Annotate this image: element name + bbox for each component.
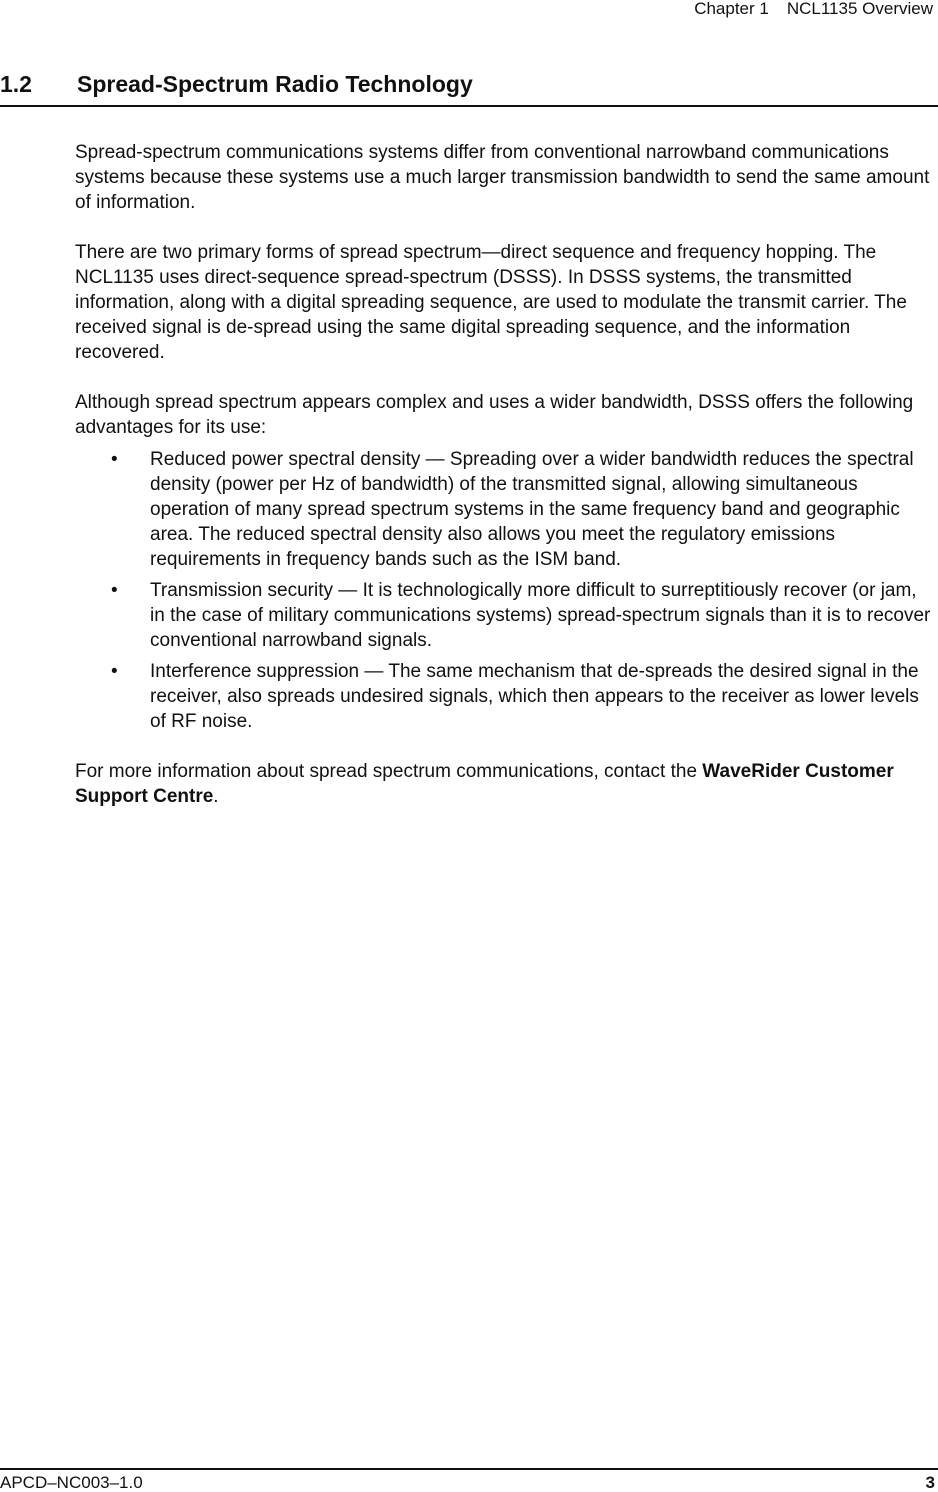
section-body: [75, 140, 933, 834]
list-item-text: Interference suppression — The same mechanism that de-spreads the desired signal in the receiver, also spreads undesired signals, which then appears to the receiver as lower levels of RF noise.: [150, 661, 919, 732]
paragraph-advantages-intro: Although spread spectrum appears complex and uses a wider bandwidth, DSSS offers the following advantages for its use:: [75, 392, 914, 438]
closing-text: For more information about spread spectrum communications, contact the: [75, 761, 703, 782]
paragraph-closing: [75, 759, 933, 809]
running-header: [694, 0, 933, 18]
bullet-icon: •: [111, 661, 118, 682]
list-item: [75, 447, 933, 572]
section-number: 1.2: [0, 71, 32, 97]
chapter-title: NCL1135 Overview: [786, 0, 933, 18]
closing-period: .: [213, 786, 219, 807]
support-centre-reference: WaveRider Customer Support Centre: [75, 761, 894, 807]
paragraph-dsss: There are two primary forms of spread spectrum—direct sequence and frequency hopping. The NCL1135 uses direct-sequence spread-spectrum (DSSS). In DSSS systems, the transmitted information, along with a digital spreading sequence, are used to modulate the transmit carrier. The received signal is de-spread using the same digital spreading sequence, and the information recovered.: [75, 242, 907, 363]
section-title: Spread-Spectrum Radio Technology: [77, 71, 473, 97]
list-item: [75, 578, 933, 653]
list-item-text: Transmission security — It is technologically more difficult to surreptitiously recover (or jam, in the case of military communications systems) spread-spectrum signals than it is to recover conventional narrowband signals.: [150, 580, 931, 651]
list-item-text: Reduced power spectral density — Spreading over a wider bandwidth reduces the spectral density (power per Hz of bandwidth) of the transmitted signal, allowing simultaneous operation of many spread spectrum systems in the same frequency band and geographic area. The reduced spectral density also allows you meet the regulatory emissions requirements in frequency bands such as the ISM band.: [150, 449, 914, 570]
advantages-list: [75, 447, 933, 734]
paragraph-intro: Spread-spectrum communications systems differ from conventional narrowband communications systems because these systems use a much larger transmission bandwidth to send the same amount of information.: [75, 142, 930, 213]
list-item: [75, 659, 933, 734]
bullet-icon: •: [111, 580, 118, 601]
bullet-icon: •: [111, 449, 118, 470]
section-heading: [0, 70, 938, 107]
document-id: APCD–NC003–1.0: [0, 1473, 143, 1492]
footer-rule: [0, 1468, 938, 1470]
chapter-label: Chapter 1: [694, 0, 769, 18]
page-number: 3: [925, 1473, 935, 1492]
